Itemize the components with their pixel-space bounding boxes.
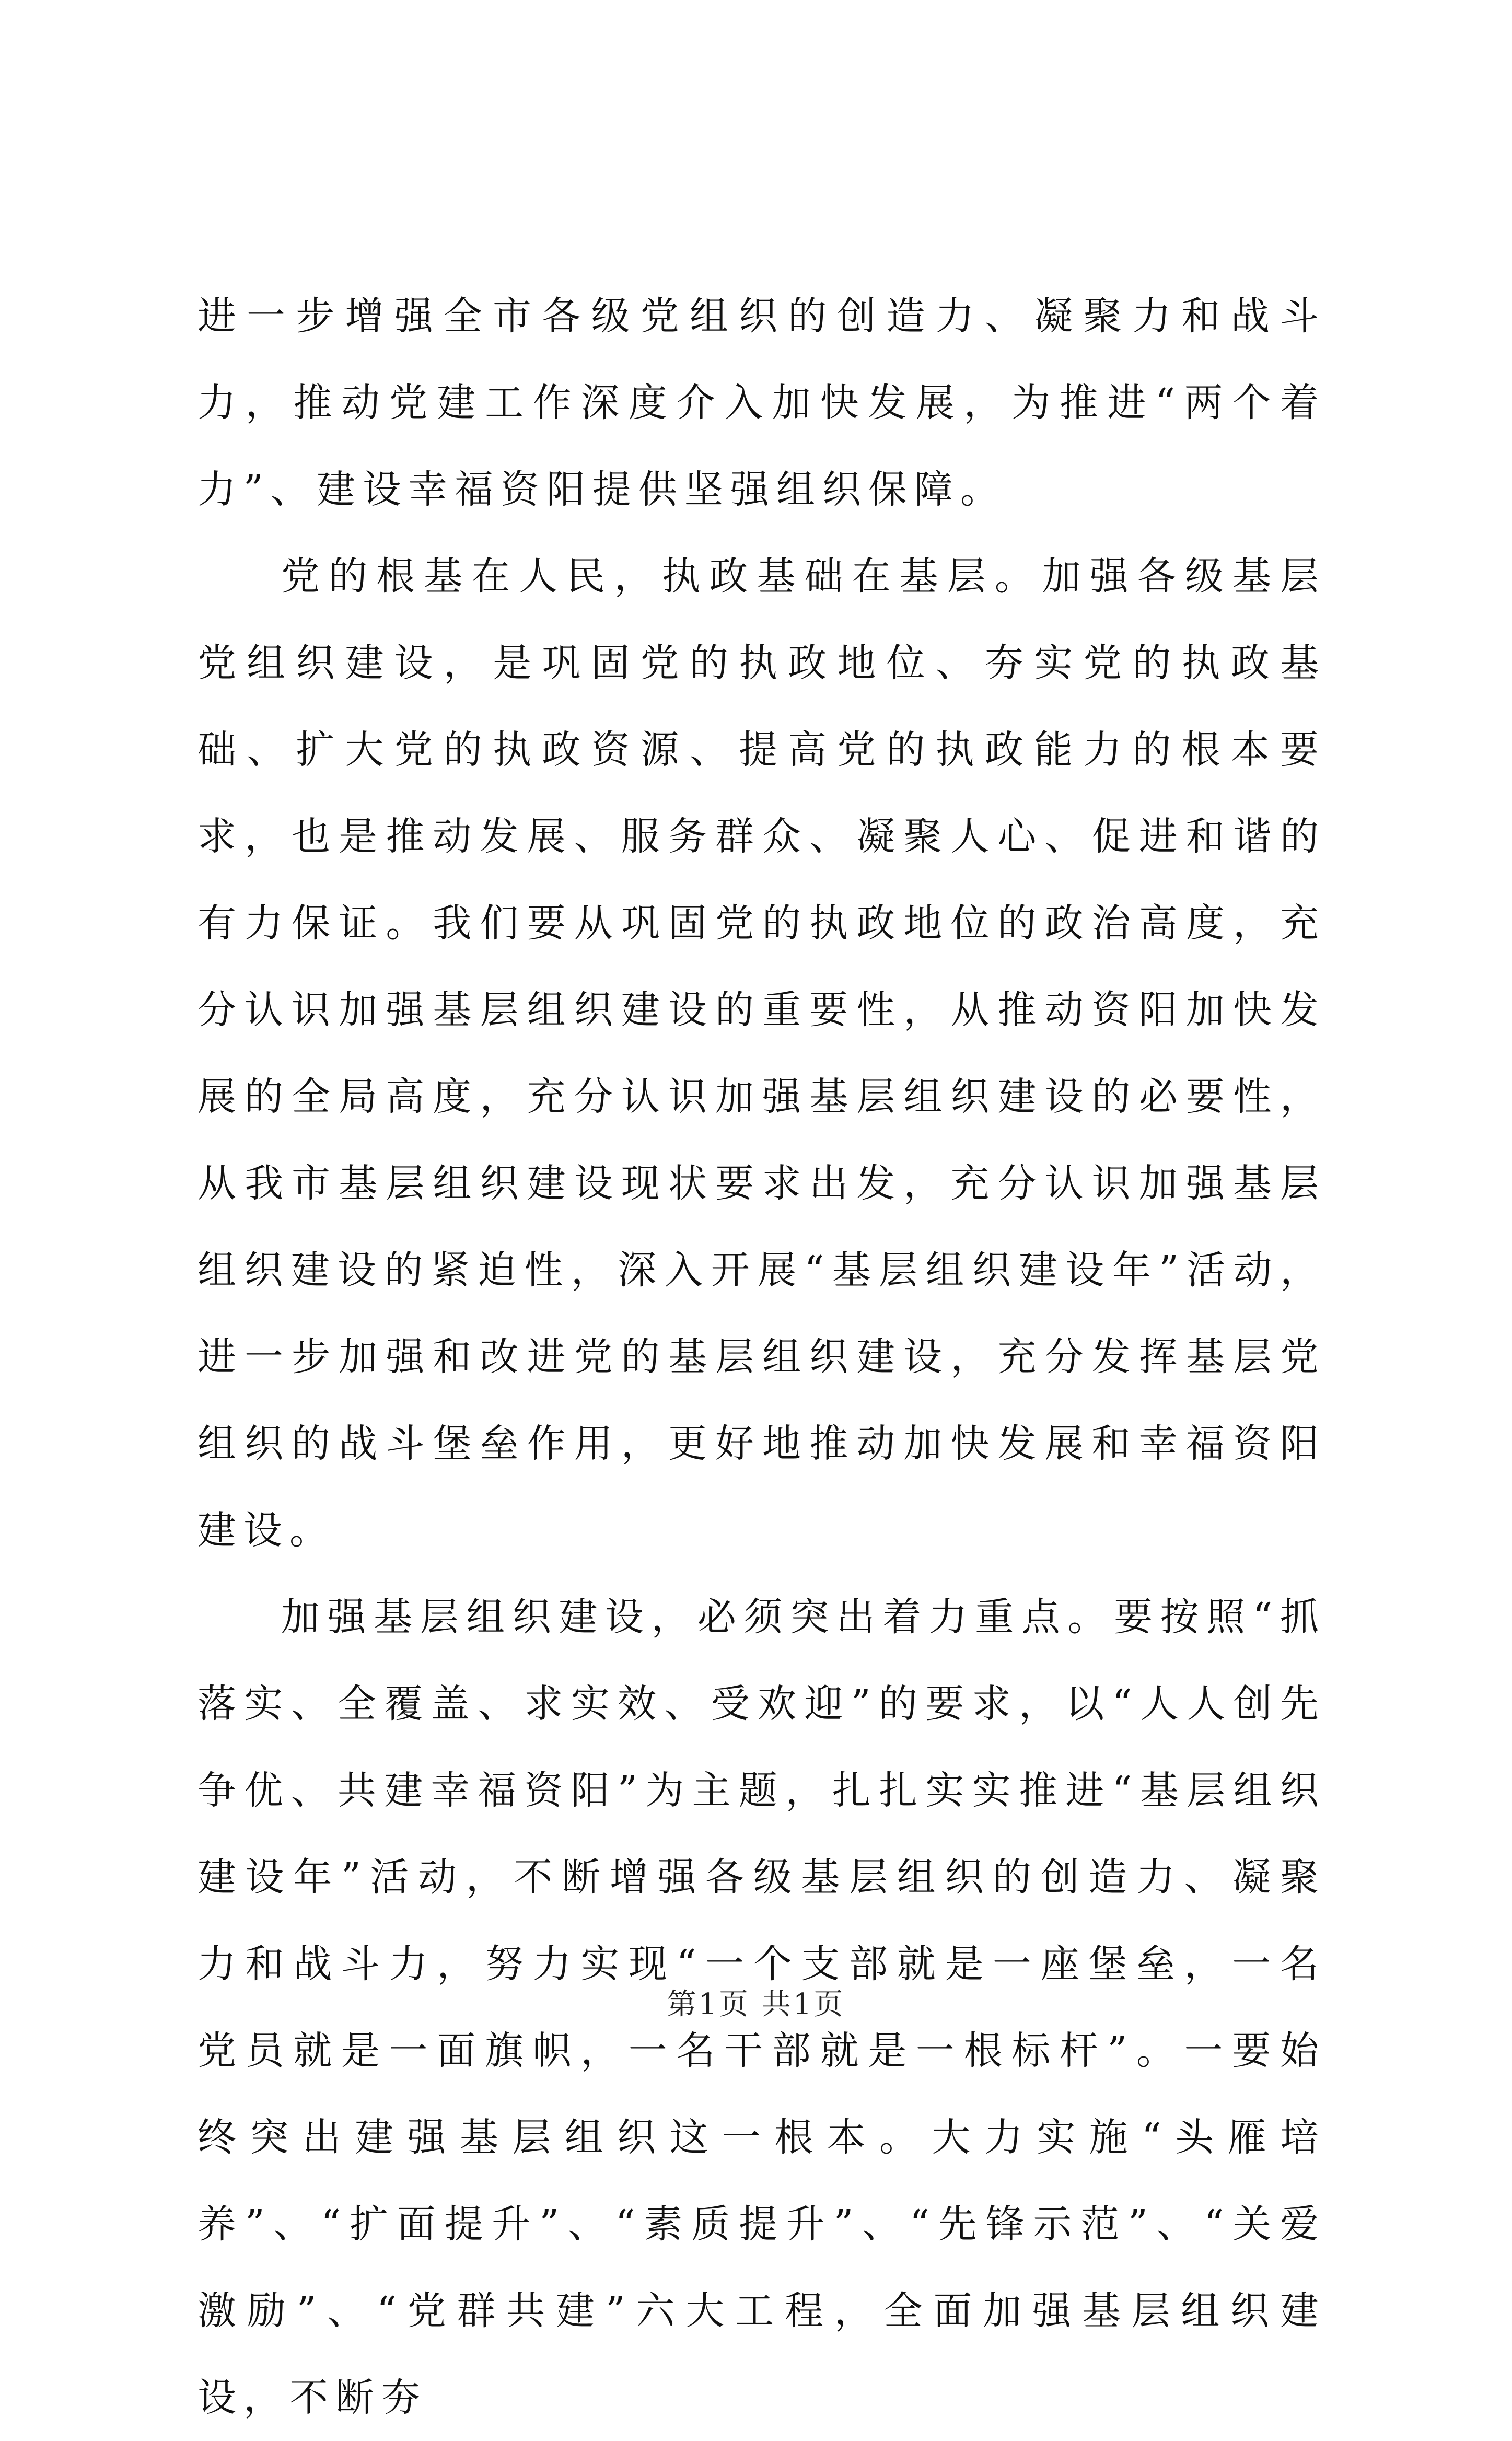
paragraph-key-focus: 加强基层组织建设，必须突出着力重点。要按照“抓落实、全覆盖、求实效、受欢迎”的要求，以“人人创先争优、共建幸福资阳”为主题，扎扎实实推进“基层组织建设年”活动，不断增强各级基层组织的创造力、凝聚力和战斗力，努力实现“一个支部就是一座堡垒，一名党员就是一面旗帜，一名干部就是一根标杆”。一要始终突出建强基层组织这一根本。大力实施“头雁培养”、“扩面提升”、“素质提升”、“先锋示范”、“关爱激励”、“党群共建”六大工程，全面加强基层组织建设，不断夯 — [197, 1595, 1327, 2420]
paragraph-continuation: 进一步增强全市各级党组织的创造力、凝聚力和战斗力，推动党建工作深度介入加快发展，为推进“两个着力”、建设幸福资阳提供坚强组织保障。 — [197, 294, 1326, 512]
page-number-footer: 第1页 共1页 — [667, 1987, 845, 2021]
paragraph-party-foundation: 党的根基在人民，执政基础在基层。加强各级基层党组织建设，是巩固党的执政地位、夯实党的执政基础、扩大党的执政资源、提高党的执政能力的根本要求，也是推动发展、服务群众、凝聚人心、促进和谐的有力保证。我们要从巩固党的执政地位的政治高度，充分认识加强基层组织建设的重要性，从推动资阳加快发展的全局高度，充分认识加强基层组织建设的必要性，从我市基层组织建设现状要求出发，充分认识加强基层组织建设的紧迫性，深入开展“基层组织建设年”活动，进一步加强和改进党的基层组织建设，充分发挥基层党组织的战斗堡垒作用，更好地推动加快发展和幸福资阳建设。 — [197, 554, 1326, 1553]
document-body — [197, 273, 1326, 2441]
